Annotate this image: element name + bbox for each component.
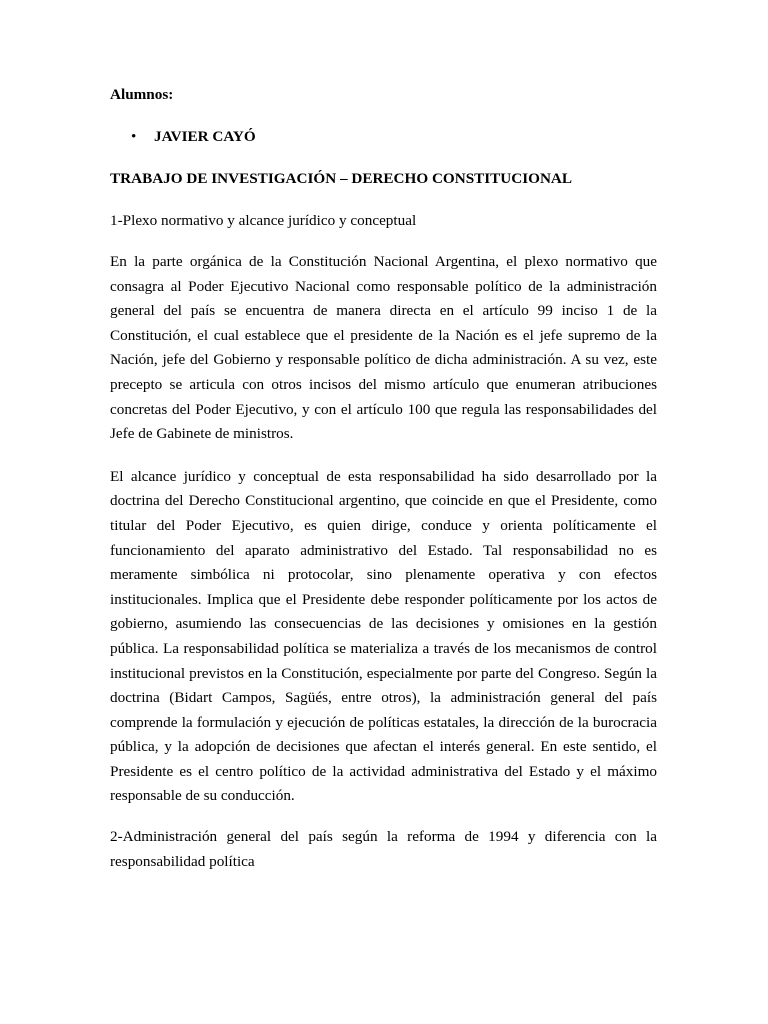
bullet-icon: •: [131, 128, 137, 145]
document-body: [110, 84, 657, 874]
document-title: TRABAJO DE INVESTIGACIÓN – DERECHO CONSTITUCIONAL: [110, 170, 573, 187]
student-item: [110, 126, 657, 148]
section-1-heading: 1-Plexo normativo y alcance jurídico y conceptual: [110, 212, 417, 229]
students-list: [110, 126, 657, 148]
section-2-heading: 2-Administración general del país según la reforma de 1994 y diferencia con la responsabilidad política: [110, 828, 657, 870]
paragraph-1: En la parte orgánica de la Constitución Nacional Argentina, el plexo normativo que consagra al Poder Ejecutivo Nacional como responsable político de la administración general del país se encuentra de manera directa en el artículo 99 inciso 1 de la Constitución, el cual establece que el presidente de la Nación es el jefe supremo de la Nación, jefe del Gobierno y responsable político de dicha administración. A su vez, este precepto se articula con otros incisos del mismo artículo que enumeran atribuciones concretas del Poder Ejecutivo, y con el artículo 100 que regula las responsabilidades del Jefe de Gabinete de ministros.: [110, 253, 657, 443]
student-name: JAVIER CAYÓ: [154, 128, 256, 145]
paragraph-2: El alcance jurídico y conceptual de esta responsabilidad ha sido desarrollado por la doctrina del Derecho Constitucional argentino, que coincide en que el Presidente, como titular del Poder Ejecutivo, es quien dirige, conduce y orienta políticamente el funcionamiento del aparato administrativo del Estado. Tal responsabilidad no es meramente simbólica ni protocolar, sino plenamente operativa y con efectos institucionales. Implica que el Presidente debe responder políticamente por los actos de gobierno, asumiendo las consecuencias de las decisiones y omisiones en la gestión pública. La responsabilidad política se materializa a través de los mecanismos de control institucional previstos en la Constitución, especialmente por parte del Congreso. Según la doctrina (Bidart Campos, Sagüés, entre otros), la administración general del país comprende la formulación y ejecución de políticas estatales, la dirección de la burocracia pública, y la adopción de decisiones que afectan el interés general. En este sentido, el Presidente es el centro político de la actividad administrativa del Estado y el máximo responsable de su conducción.: [110, 467, 657, 805]
students-label: Alumnos:: [110, 86, 174, 103]
